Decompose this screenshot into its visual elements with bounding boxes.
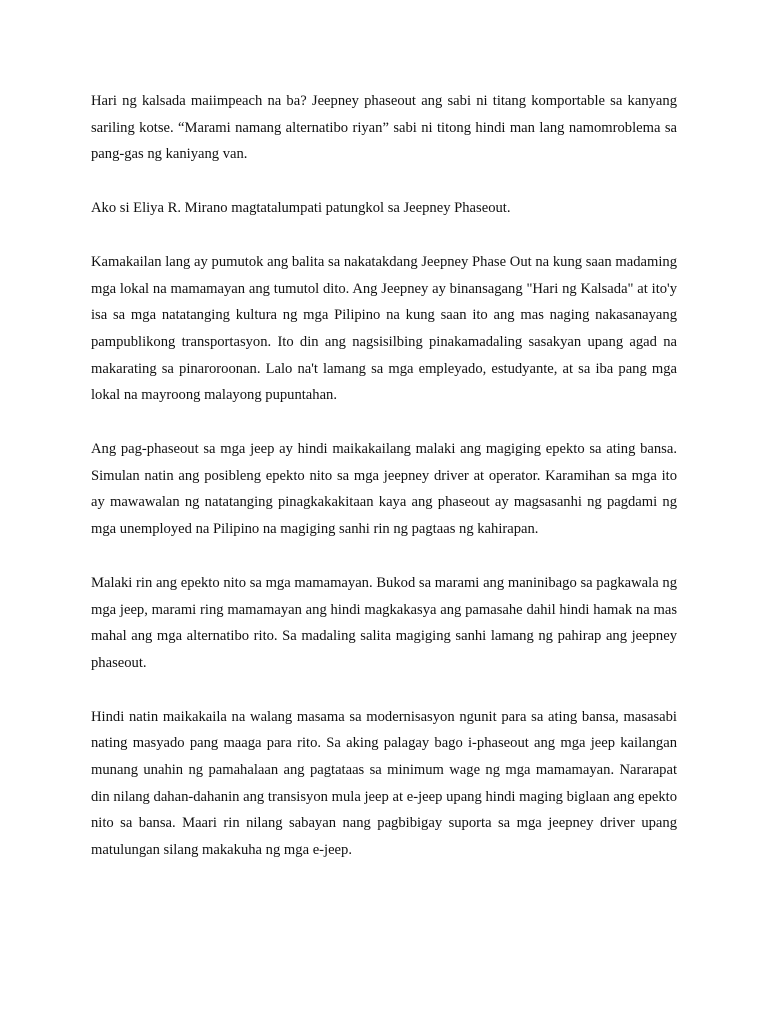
paragraph-background: Kamakailan lang ay pumutok ang balita sa nakatakdang Jeepney Phase Out na kung saan madaming mga lokal na mamamayan ang tumutol dito. Ang Jeepney ay binansagang "Hari ng Kalsada" at ito'y isa sa mga natatanging kultura ng mga Pilipino na kung saan ito ang mas naging nakasanayang pampublikong transportasyon. Ito din ang nagsisilbing pinakamadaling sasakyan upang agad na makarating sa pinaroroonan. Lalo na't lamang sa mga empleyado, estudyante, at sa iba pang mga lokal na mayroong malayong pupuntahan.: [91, 253, 677, 404]
paragraph-impact-drivers: Ang pag-phaseout sa mga jeep ay hindi maikakailang malaki ang magiging epekto sa ating bansa. Simulan natin ang posibleng epekto nito sa mga jeepney driver at operator. Karamihan sa mga ito ay mawawalan ng natatanging pinagkakakitaan kaya ang phaseout ay magsasanhi ng pagdami ng mga unemployed na Pilipino na magiging sanhi rin ng pagtaas ng kahirapan.: [91, 441, 677, 538]
paragraph-intro: Hari ng kalsada maiimpeach na ba? Jeepney phaseout ang sabi ni titang komportable sa kanyang sariling kotse. “Marami namang alternatibo riyan” sabi ni titong hindi man lang namomroblema sa pang-gas ng kaniyang van.: [91, 93, 677, 163]
paragraph-conclusion: Hindi natin maikakaila na walang masama sa modernisasyon ngunit para sa ating bansa, masasabi nating masyado pang maaga para rito. Sa aking palagay bago i-phaseout ang mga jeep kailangan munang unahin ng pamahalaan ang pagtataas sa minimum wage ng mga mamamayan. Nararapat din nilang dahan-dahanin ang transisyon mula jeep at e-jeep upang hindi maging biglaan ang epekto nito sa bansa. Maari rin nilang sabayan nang pagbibigay suporta sa mga jeepney driver upang matulungan silang makakuha ng mga e-jeep.: [91, 708, 677, 859]
paragraph-impact-citizens: Malaki rin ang epekto nito sa mga mamamayan. Bukod sa marami ang maninibago sa pagkawala ng mga jeep, marami ring mamamayan ang hindi magkakasya ang pamasahe dahil hindi hamak na mas mahal ang mga alternatibo rito. Sa madaling salita magiging sanhi lamang ng pahirap ang jeepney phaseout.: [91, 574, 677, 671]
paragraph-speaker: Ako si Eliya R. Mirano magtatalumpati patungkol sa Jeepney Phaseout.: [91, 200, 511, 217]
document-body: [91, 88, 677, 891]
